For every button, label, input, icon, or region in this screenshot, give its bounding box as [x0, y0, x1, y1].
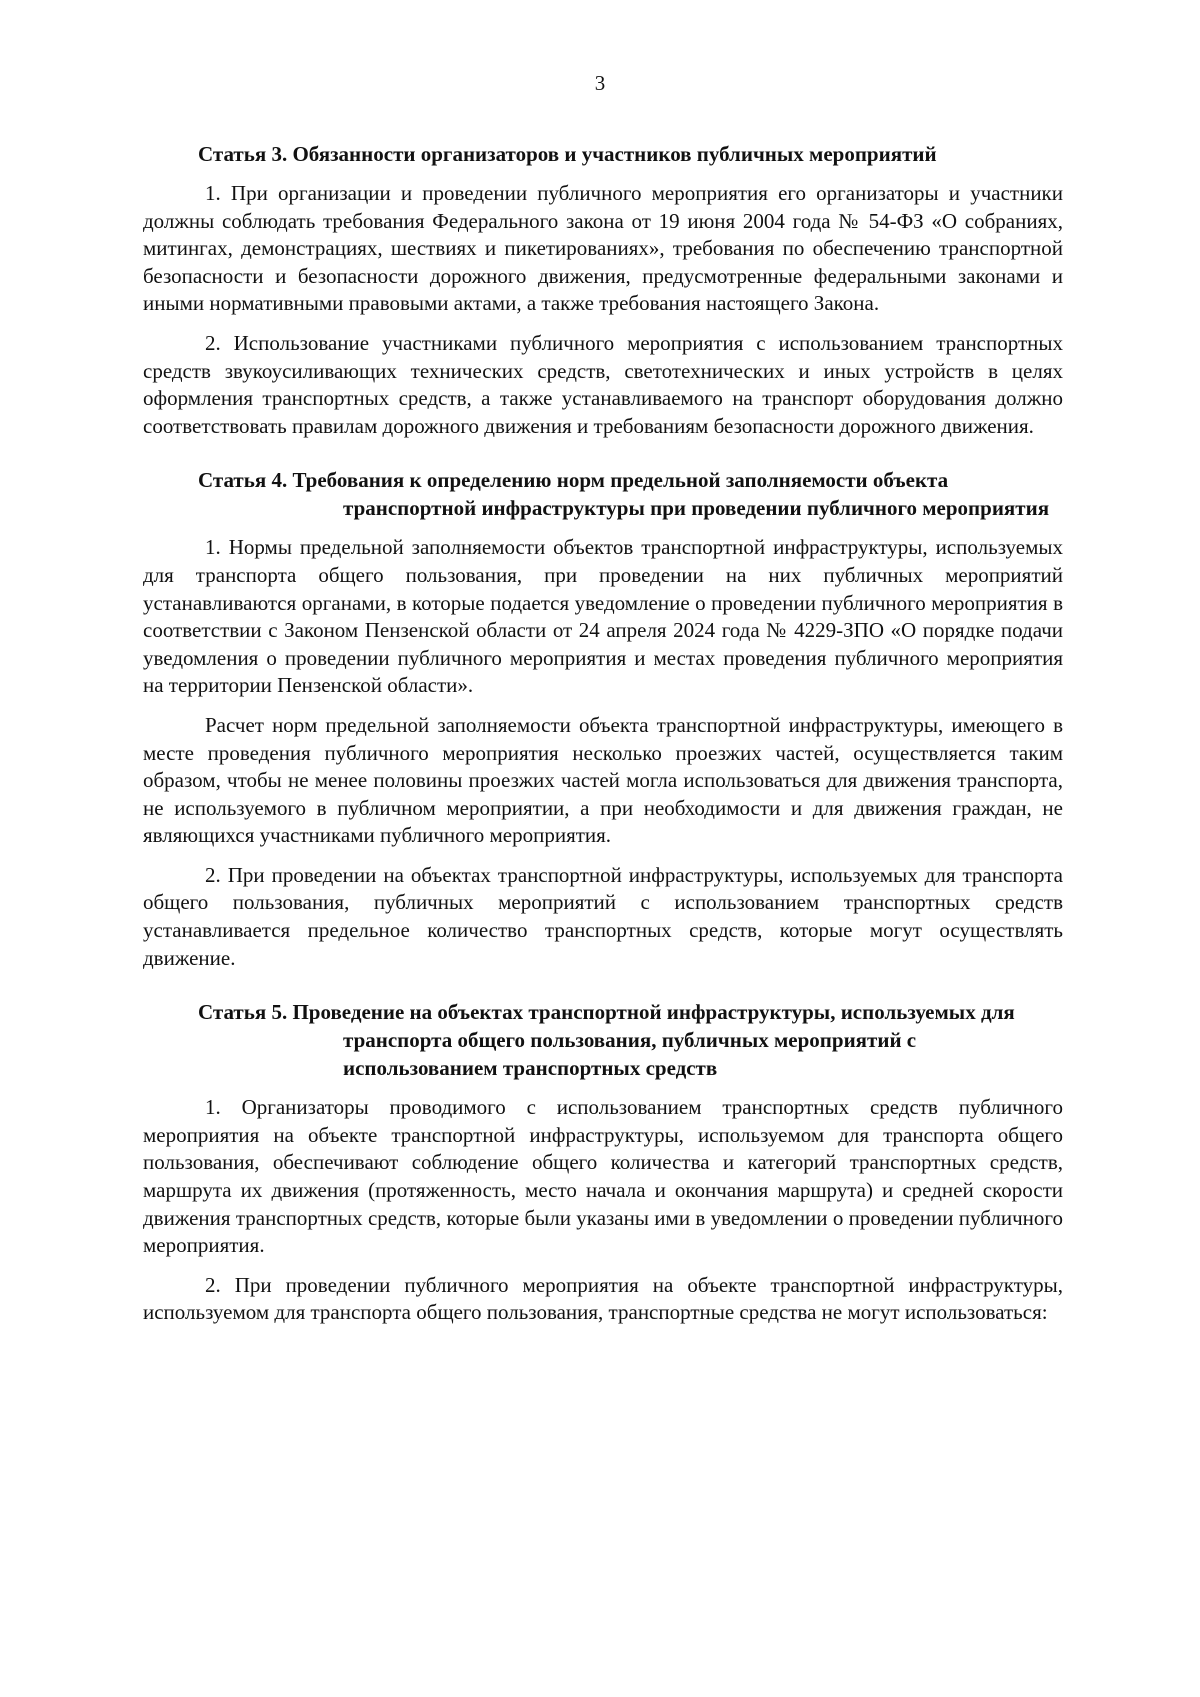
article-4-title: Статья 4. Требования к определению норм предельной заполняемости объекта транспортной инфраструктуры при проведении публичного мероприятия — [198, 468, 1050, 521]
article-5-title: Статья 5. Проведение на объектах транспортной инфраструктуры, используемых для транспорта общего пользования, публичных мероприятий с использованием транспортных средств — [198, 1000, 1015, 1081]
document-body — [143, 140, 1063, 1339]
article-5-paragraph-2: 2. При проведении публичного мероприятия на объекте транспортной инфраструктуры, используемом для транспорта общего пользования, транспортные средства не могут использоваться: — [143, 1272, 1063, 1325]
article-4-paragraph-3: 2. При проведении на объектах транспортной инфраструктуры, используемых для транспорта общего пользования, публичных мероприятий с использованием транспортных средств устанавливается предельное количество транспортных средств, которые могут осуществлять движение. — [143, 862, 1063, 970]
article-5-paragraph-1: 1. Организаторы проводимого с использованием транспортных средств публичного мероприятия на объекте транспортной инфраструктуры, используемом для транспорта общего пользования, обеспечивают соблюдение общего количества и категорий транспортных средств, маршрута их движения (протяженность, место начала и окончания маршрута) и средней скорости движения транспортных средств, которые были указаны ими в уведомлении о проведении публичного мероприятия. — [143, 1095, 1063, 1258]
page-number: 3 — [594, 71, 606, 95]
article-3-paragraph-1: 1. При организации и проведении публичного мероприятия его организаторы и участники должны соблюдать требования Федерального закона от 19 июня 2004 года № 54-ФЗ «О собраниях, митингах, демонстрациях, шествиях и пикетированиях», требования по обеспечению транспортной безопасности и безопасности дорожного движения, предусмотренные федеральными законами и иными нормативными правовыми актами, а также требования настоящего Закона. — [143, 181, 1063, 316]
article-3 — [143, 140, 1063, 440]
article-4-paragraph-1: 1. Нормы предельной заполняемости объектов транспортной инфраструктуры, используемых для транспорта общего пользования, при проведении на них публичных мероприятий устанавливаются органами, в которые подается уведомление о проведении публичного мероприятия в соответствии с Законом Пензенской области от 24 апреля 2024 года № 4229-ЗПО «О порядке подачи уведомления о проведении публичного мероприятия и местах проведения публичного мероприятия на территории Пензенской области». — [143, 535, 1063, 698]
article-4 — [143, 466, 1063, 972]
article-5 — [143, 998, 1063, 1327]
article-3-title: Статья 3. Обязанности организаторов и участников публичных мероприятий — [198, 142, 937, 166]
article-3-paragraph-2: 2. Использование участниками публичного мероприятия с использованием транспортных средств звукоусиливающих технических средств, светотехнических и иных устройств в целях оформления транспортных средств, а также устанавливаемого на транспорт оборудования должно соответствовать правилам дорожного движения и требованиям безопасности дорожного движения. — [143, 330, 1063, 438]
article-4-paragraph-2: Расчет норм предельной заполняемости объекта транспортной инфраструктуры, имеющего в месте проведения публичного мероприятия несколько проезжих частей, осуществляется таким образом, чтобы не менее половины проезжих частей могла использоваться для движения транспорта, не используемого в публичном мероприятии, а при необходимости и для движения граждан, не являющихся участниками публичного мероприятия. — [143, 712, 1063, 848]
